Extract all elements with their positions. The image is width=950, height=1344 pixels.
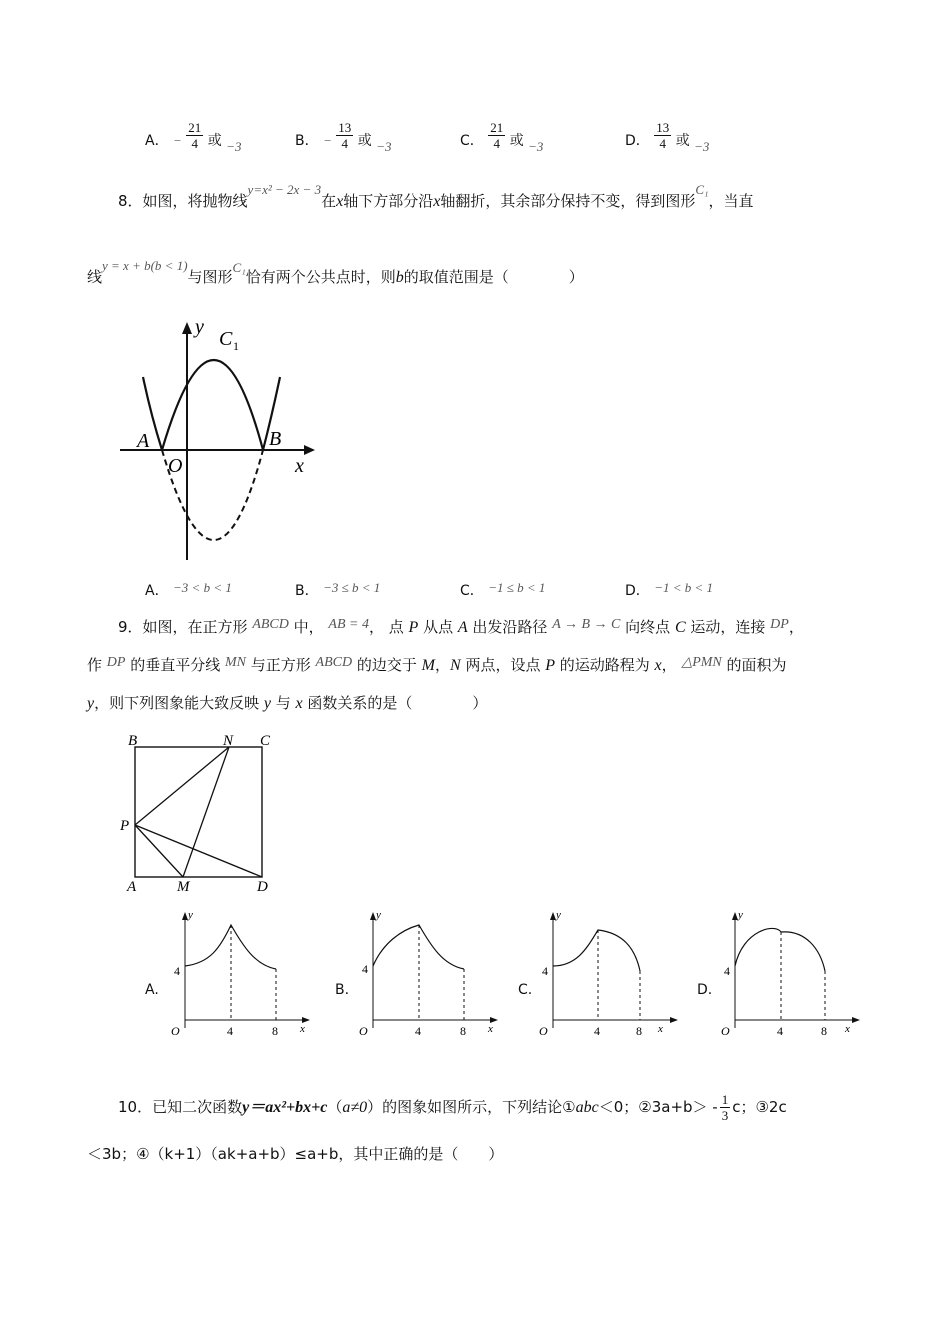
y-label: y — [195, 316, 204, 338]
q9-graph-d[interactable] — [715, 908, 865, 1038]
math-var: M — [421, 657, 435, 674]
text-run: 9．如图，在正方形 — [118, 618, 253, 636]
text-run: ， 点 — [368, 618, 409, 636]
option-letter: D． — [625, 133, 650, 149]
option-letter: A． — [145, 583, 169, 599]
q8-parabola-figure — [115, 315, 330, 565]
denominator: 4 — [341, 135, 349, 151]
q10-text: （ — [327, 1098, 343, 1116]
q10-statement-2: 3a+b＞ - — [651, 1098, 718, 1116]
denominator: 4 — [493, 135, 500, 151]
q8-option-d[interactable] — [625, 580, 713, 600]
y-label: y — [376, 909, 381, 921]
vertex-d-label: D — [257, 879, 268, 895]
neg-sign: − — [323, 133, 332, 148]
q8-option-a[interactable] — [145, 580, 232, 600]
q10-line-2 — [87, 1143, 877, 1165]
or-word: 或 — [675, 133, 690, 149]
text-run: 函数关系的是（ ） — [302, 694, 488, 712]
x-label: x — [300, 1023, 305, 1035]
q8-text: 线 — [87, 268, 103, 286]
q8-line-2 — [87, 258, 877, 289]
q10-text: 2c — [768, 1098, 787, 1116]
x-tick-4: 4 — [777, 1024, 783, 1038]
option-letter: D． — [625, 583, 650, 599]
point-a-label: A — [137, 430, 150, 452]
q9-line-segments — [87, 694, 487, 712]
vertex-c-label: C — [260, 733, 271, 749]
x-axis-arrow — [670, 1017, 678, 1023]
x-tick-8: 8 — [460, 1024, 466, 1038]
text-run: 向终点 — [620, 618, 675, 636]
q8-text: 轴下方部分沿 — [343, 192, 434, 210]
q7-option-a[interactable] — [145, 119, 242, 154]
q9-graph-a[interactable] — [165, 908, 315, 1038]
text-run: ， — [788, 618, 804, 636]
math-expr: ABCD — [252, 617, 289, 632]
q10-text: ＜3b；④（k+1）（ak+a+b）≤a+b，其中正确的是（ ） — [87, 1145, 504, 1163]
text-run: 的边交于 — [352, 656, 422, 674]
var-x: x — [433, 193, 441, 210]
text-run: 的运动路程为 — [555, 656, 655, 674]
q8-text: 8．如图，将抛物线 — [118, 192, 248, 210]
denominator: 4 — [191, 135, 199, 151]
q9-line-segments — [118, 618, 804, 636]
q8-line-formula: y = x + b(b < 1) — [102, 258, 188, 273]
q9-line-segments — [87, 656, 787, 674]
math-expr: AB = 4 — [328, 617, 369, 632]
origin-label: O — [171, 1024, 180, 1038]
q8-text: 与图形 — [187, 268, 233, 286]
fraction — [186, 120, 203, 151]
var-b: b — [395, 269, 404, 286]
denominator: 4 — [659, 135, 666, 151]
var-x: x — [336, 193, 344, 210]
fraction — [488, 120, 505, 151]
square-abcd — [135, 747, 262, 877]
math-expr: MN — [225, 655, 246, 670]
x-tick-4: 4 — [415, 1024, 421, 1038]
x-label: x — [658, 1023, 663, 1035]
q10-text: ）的图象如图所示，下列结论① — [367, 1098, 576, 1116]
q8-option-b[interactable] — [295, 580, 380, 600]
math-var: A — [457, 619, 468, 636]
option-text: −3 ≤ b < 1 — [323, 580, 381, 595]
q7-option-b[interactable] — [295, 119, 392, 154]
c1-label: C₁ — [232, 260, 246, 275]
denominator: 3 — [721, 1108, 729, 1123]
math-expr: DP — [106, 655, 126, 670]
x-label: x — [845, 1023, 850, 1035]
fraction — [654, 120, 671, 151]
or-word: 或 — [207, 133, 222, 149]
segment-pm — [135, 825, 183, 877]
x-axis-arrow — [852, 1017, 860, 1023]
or-word: 或 — [357, 133, 372, 149]
flipped-arch — [162, 360, 263, 450]
x-tick-8: 8 — [272, 1024, 278, 1038]
origin-label: O — [359, 1024, 368, 1038]
text-run: 与 — [271, 694, 296, 712]
math-var: C — [674, 619, 686, 636]
x-tick-8: 8 — [821, 1024, 827, 1038]
text-run: ， — [661, 656, 682, 674]
text-run: 中， — [288, 618, 329, 636]
y-tick-4: 4 — [362, 962, 368, 976]
q10-function: y＝ax²+bx+c — [242, 1099, 328, 1116]
text-run: ，则下列图象能大致反映 — [94, 694, 264, 712]
math-var: y — [87, 695, 95, 712]
q9-line-3 — [87, 692, 877, 715]
neg-sign: − — [173, 133, 182, 148]
q9-option-d-letter[interactable]: D. — [697, 982, 713, 998]
tail-value: −3 — [694, 139, 710, 154]
x-tick-4: 4 — [594, 1024, 600, 1038]
option-letter: A． — [145, 133, 169, 149]
vertex-b-label: B — [128, 733, 138, 749]
q9-graph-c[interactable] — [533, 908, 683, 1038]
x-label: x — [295, 455, 304, 477]
tail-value: −3 — [226, 139, 242, 154]
vertex-a-label: A — [127, 879, 137, 895]
math-var: P — [545, 657, 555, 674]
text-run: 从点 — [418, 618, 458, 636]
curve — [553, 930, 640, 971]
text-run: 运动，连接 — [685, 618, 771, 636]
option-text: −1 ≤ b < 1 — [488, 580, 546, 595]
text-run: 两点，设点 — [460, 656, 546, 674]
y-tick-4: 4 — [542, 964, 548, 978]
q7-option-c[interactable] — [460, 119, 544, 154]
q8-line-1 — [118, 182, 878, 213]
numerator: 21 — [188, 119, 202, 135]
q10-condition: a≠0 — [342, 1099, 368, 1116]
numerator: 13 — [656, 119, 670, 135]
q10-abc: abc — [575, 1099, 599, 1116]
curve — [735, 928, 825, 971]
option-letter: B． — [295, 583, 319, 599]
math-var: x — [654, 657, 662, 674]
origin-label: O — [539, 1024, 548, 1038]
origin-label: O — [721, 1024, 730, 1038]
text-run: 与正方形 — [246, 656, 316, 674]
q8-text: 恰有两个公共点时，则 — [245, 268, 396, 286]
origin-label: O — [168, 455, 183, 477]
q8-options — [145, 580, 845, 602]
q9-option-b-letter[interactable]: B. — [335, 982, 350, 998]
numerator: 13 — [338, 119, 352, 135]
q8-text: 轴翻折，其余部分保持不变，得到图形 — [440, 192, 696, 210]
q9-option-a-letter[interactable]: A. — [145, 982, 159, 998]
q8-option-c[interactable] — [460, 580, 545, 600]
text-run: 的面积为 — [721, 656, 787, 674]
q9-line-2 — [87, 654, 907, 678]
q9-square-figure — [115, 730, 285, 895]
math-expr: A → B → C — [552, 617, 621, 632]
q8-parabola-formula: y=x² − 2x − 3 — [247, 182, 322, 197]
text-run: 出发沿路径 — [467, 618, 553, 636]
math-var: P — [408, 619, 419, 636]
q9-option-c-letter[interactable]: C. — [518, 982, 533, 998]
option-letter: C． — [460, 133, 484, 149]
text-run: 作 — [87, 656, 107, 674]
text-run: ， — [434, 656, 450, 674]
math-var: y — [263, 695, 271, 712]
q8-text: ，当直 — [708, 192, 754, 210]
fraction — [336, 120, 353, 151]
q9-graph-b[interactable] — [353, 908, 503, 1038]
y-label: y — [738, 909, 743, 921]
q10-text: 10．已知二次函数 — [118, 1098, 243, 1116]
option-letter: C． — [460, 583, 484, 599]
q7-option-d[interactable] — [625, 119, 710, 154]
y-tick-4: 4 — [174, 964, 180, 978]
q8-text: 在 — [321, 192, 337, 210]
option-text: −1 < b < 1 — [654, 580, 714, 595]
q8-text: 的取值范围是（ ） — [403, 268, 584, 286]
option-letter: B． — [295, 133, 319, 149]
math-expr: DP — [770, 617, 789, 632]
y-tick-4: 4 — [724, 964, 730, 978]
point-b-label: B — [269, 428, 282, 450]
point-m-label: M — [177, 879, 190, 895]
math-expr: ABCD — [315, 655, 353, 670]
option-text: −3 < b < 1 — [173, 580, 232, 595]
y-label: y — [188, 909, 193, 921]
x-label: x — [488, 1023, 493, 1035]
point-p-label: P — [120, 818, 130, 834]
x-tick-4: 4 — [227, 1024, 233, 1038]
q10-text: ＜0；② — [598, 1098, 652, 1116]
math-var: N — [450, 657, 461, 674]
text-run: 的垂直平分线 — [125, 656, 225, 674]
q9-line-1 — [118, 616, 908, 640]
point-n-label: N — [223, 733, 234, 749]
numerator: 1 — [721, 1092, 729, 1107]
x-axis-arrow — [304, 445, 315, 455]
x-tick-8: 8 — [636, 1024, 642, 1038]
y-label: y — [556, 909, 561, 921]
tail-value: −3 — [528, 139, 544, 154]
tail-value: −3 — [376, 139, 392, 154]
q7-options — [145, 118, 845, 162]
fraction — [720, 1092, 731, 1123]
q10-text: c；③ — [732, 1098, 769, 1116]
numerator: 21 — [490, 119, 504, 135]
c1-figure-label: C — [219, 328, 233, 350]
y-axis-arrow — [182, 322, 192, 334]
q10-line-1 — [118, 1092, 898, 1123]
math-expr: △PMN — [681, 655, 722, 670]
c1-subscript: 1 — [233, 339, 239, 353]
math-var: x — [295, 695, 303, 712]
c1-label: C₁ — [695, 182, 709, 197]
or-word: 或 — [509, 133, 524, 149]
